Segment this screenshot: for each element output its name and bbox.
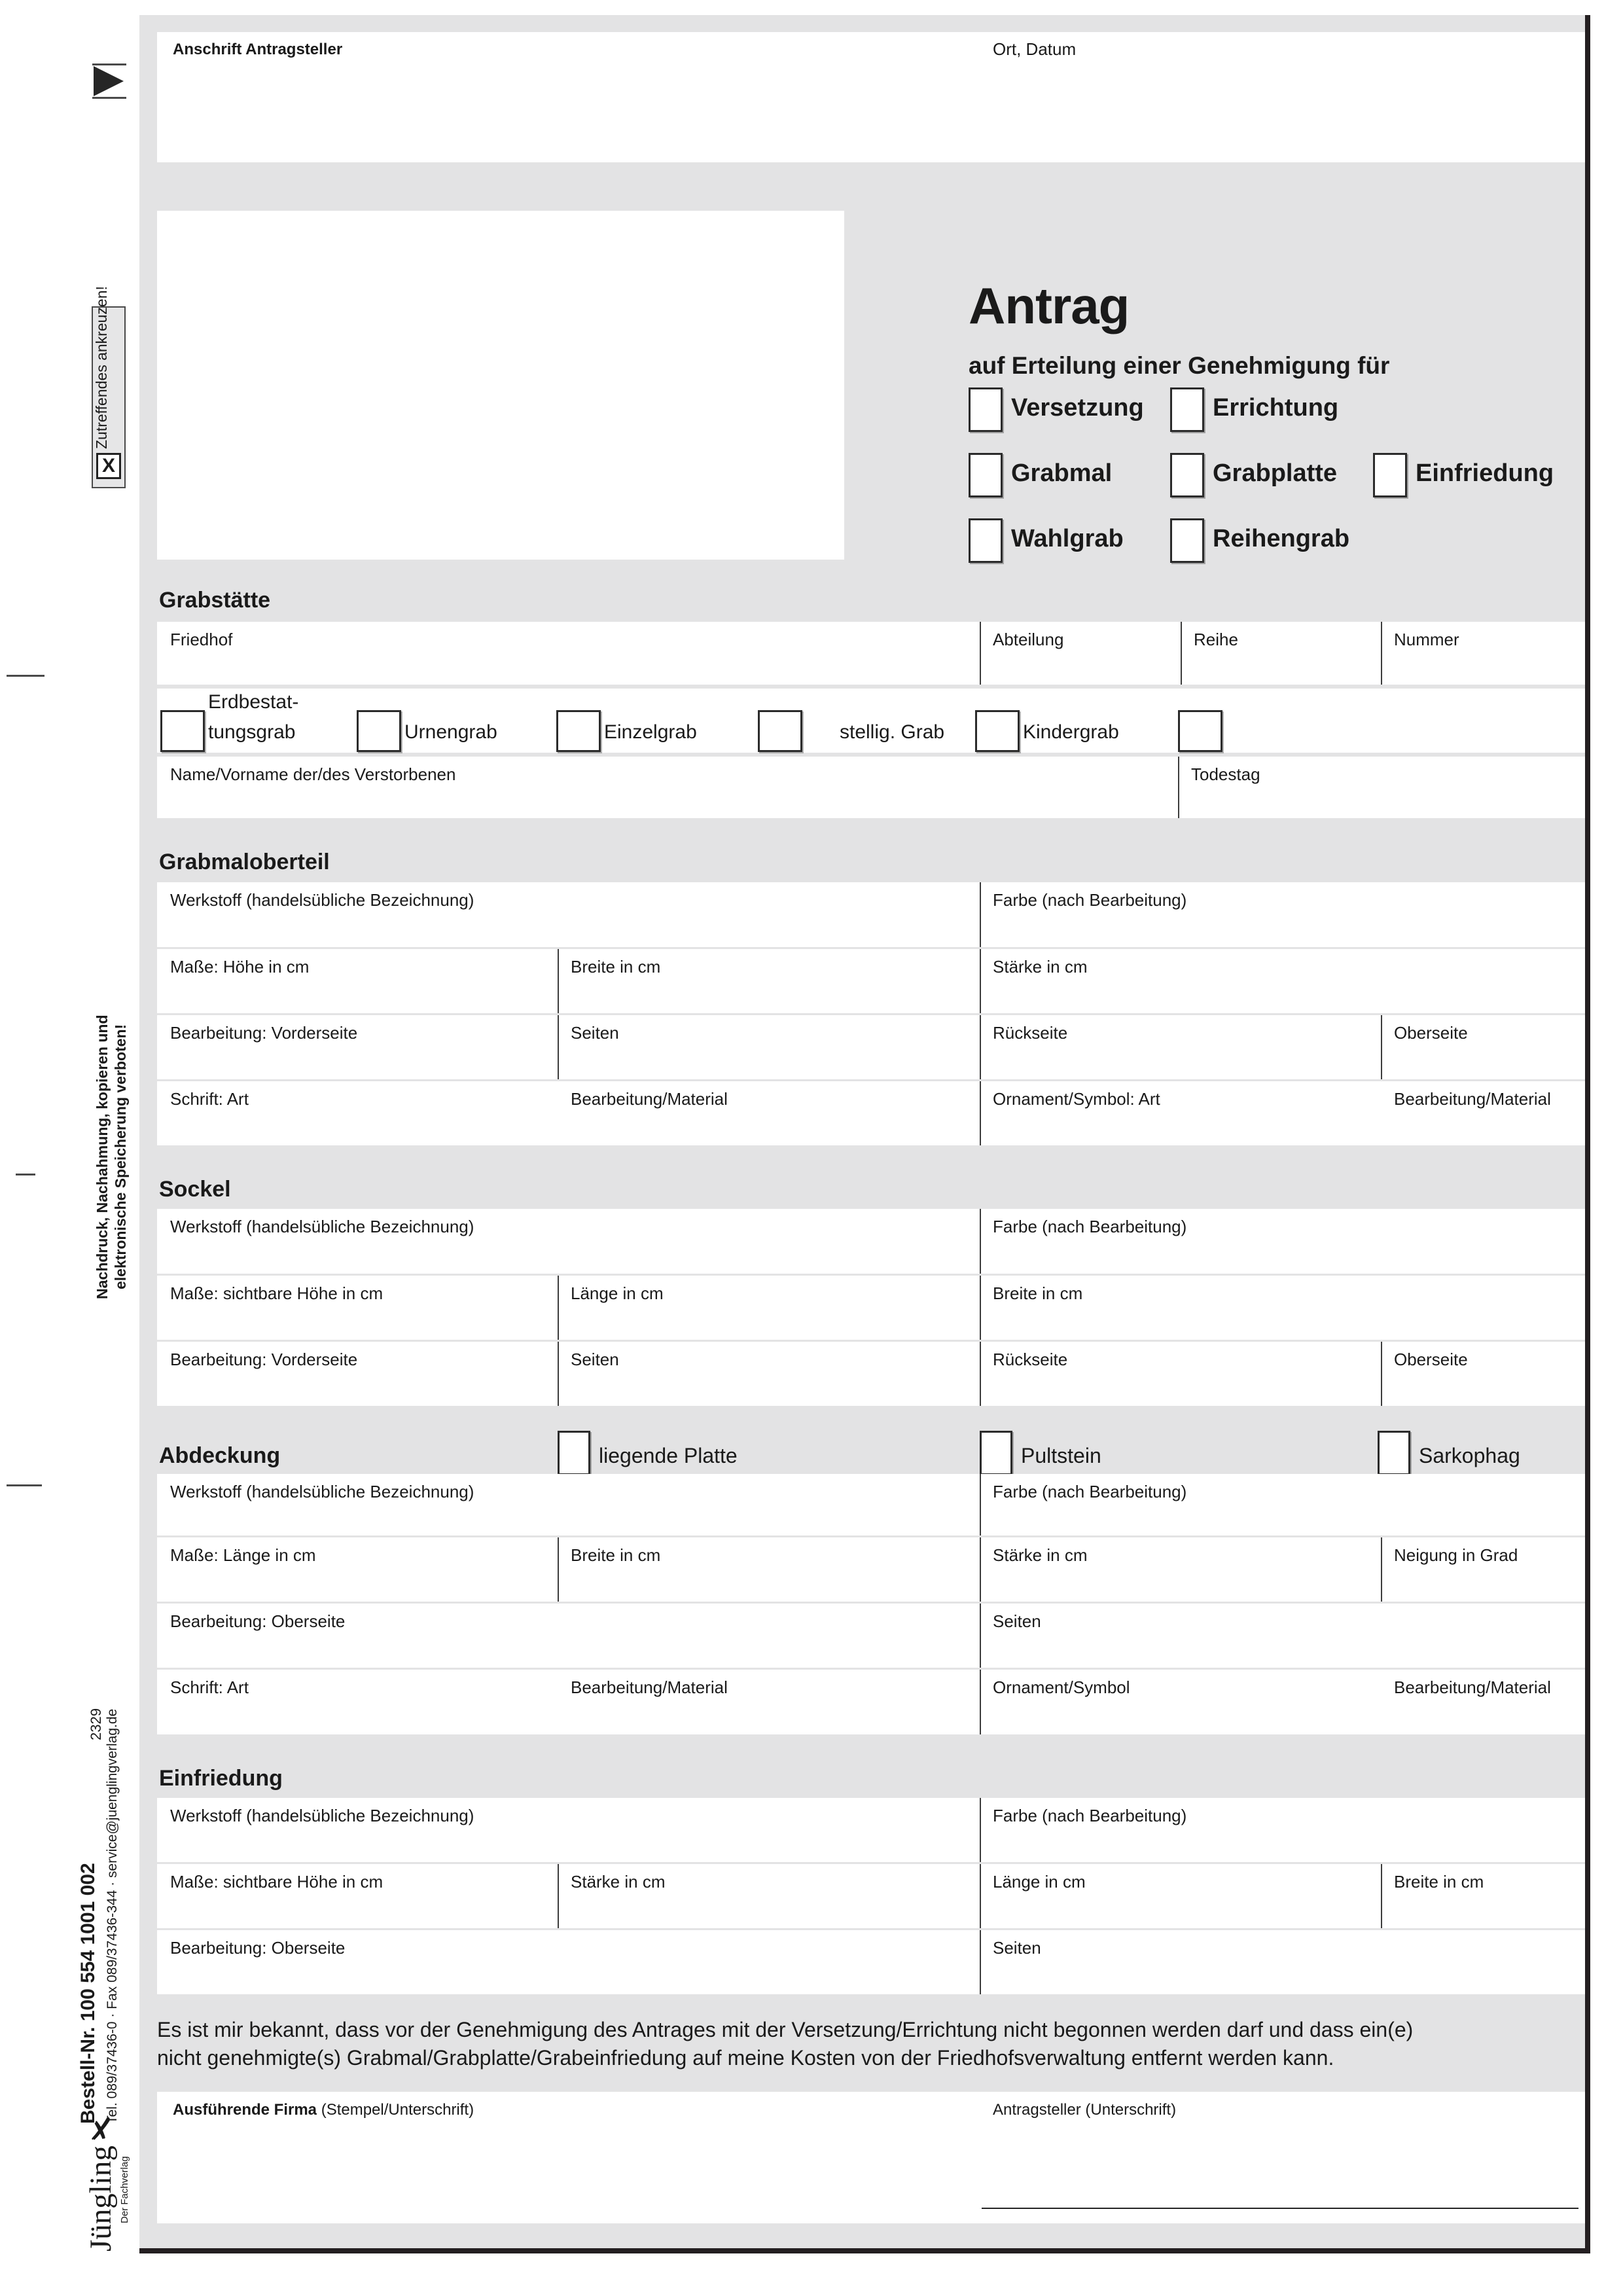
checkbox-grabmal[interactable] [969,453,1003,497]
label-masse-hoehe: Maße: Höhe in cm [170,957,310,977]
label-grabplatte: Grabplatte [1213,459,1338,487]
label-farbe: Farbe (nach Bearbeitung) [993,1217,1187,1236]
address-field[interactable] [157,32,1585,162]
divider [980,1537,981,1602]
label-rueckseite: Rückseite [993,1350,1068,1369]
label-einzelgrab: Einzelgrab [604,721,697,743]
divider [980,1209,981,1274]
heading-sockel: Sockel [159,1177,231,1202]
label-neigung: Neigung in Grad [1394,1545,1518,1565]
divider [558,1015,559,1079]
bottom-black-bar [139,2248,1590,2253]
label-bearbeitung-material-2: Bearbeitung/Material [1394,1089,1551,1109]
label-pultstein: Pultstein [1021,1444,1101,1467]
label-errichtung: Errichtung [1213,394,1339,422]
label-staerke: Stärke in cm [571,1872,666,1892]
divider [1181,622,1182,685]
label-erdbestattungsgrab-2: tungsgrab [208,721,296,743]
right-black-bar [1585,15,1590,2253]
divider [980,1930,981,1994]
label-versetzung: Versetzung [1011,394,1144,422]
center-mark [16,1174,35,1175]
label-werkstoff: Werkstoff (handelsübliche Bezeichnung) [170,1806,474,1825]
divider [558,949,559,1013]
declaration-text [157,2016,1413,2072]
label-seiten: Seiten [571,1350,619,1369]
form-number: 2329 [88,1708,104,1740]
mark-applicable-label: Zutreffendes ankreuzen! [93,286,110,449]
label-laenge: Länge in cm [993,1872,1086,1892]
sketch-field[interactable] [157,211,844,560]
checkbox-reihengrab[interactable] [1170,518,1204,563]
divider [1178,757,1179,818]
divider [980,882,981,947]
divider [980,1474,981,1535]
label-werkstoff: Werkstoff (handelsübliche Bezeichnung) [170,1482,474,1501]
checkbox-errichtung[interactable] [1170,387,1204,432]
checkbox-versetzung[interactable] [969,387,1003,432]
label-schrift-art: Schrift: Art [170,1677,249,1697]
divider [1381,1015,1382,1079]
publisher-logo-text: Jüngling [84,2145,118,2251]
divider [980,1604,981,1668]
label-todestag: Todestag [1191,764,1260,784]
publisher-contact: Tel. 089/37436-0 · Fax 089/37436-344 · service@juenglingverlag.de [105,1708,120,2124]
label-einfriedung: Einfriedung [1416,459,1554,487]
checkbox-erdbestattungsgrab[interactable] [160,710,205,752]
label-liegende-platte: liegende Platte [599,1444,738,1467]
checkbox-wahlgrab[interactable] [969,518,1003,563]
label-seiten: Seiten [993,1611,1041,1631]
abdeckung-row3[interactable] [157,1604,1585,1668]
fold-mark-2 [7,1484,42,1486]
label-oberseite: Oberseite [1394,1350,1468,1369]
address-label: Anschrift Antragsteller [173,41,343,58]
label-wahlgrab: Wahlgrab [1011,525,1124,552]
label-masse-hoehe: Maße: sichtbare Höhe in cm [170,1283,383,1303]
label-farbe: Farbe (nach Bearbeitung) [993,1482,1187,1501]
label-ausfuehrende-firma [173,2101,474,2119]
label-antragsteller: Antragsteller (Unterschrift) [993,2101,1177,2119]
heading-grabmaloberteil: Grabmaloberteil [159,850,330,874]
signature-line[interactable] [982,2208,1578,2209]
label-breite: Breite in cm [571,957,661,977]
label-firma-rest: (Stempel/Unterschrift) [317,2101,474,2119]
label-ornament-symbol-art: Ornament/Symbol: Art [993,1089,1160,1109]
order-number: Bestell-Nr. 100 554 1001 002 [77,1863,99,2124]
einfriedung-row3[interactable] [157,1930,1585,1994]
place-date-label: Ort, Datum [993,39,1077,59]
grabmaloberteil-row4[interactable] [157,1081,1585,1145]
label-seiten: Seiten [993,1938,1041,1958]
label-masse-laenge: Maße: Länge in cm [170,1545,316,1565]
copy-warning-line2: elektronische Speicherung verboten! [112,1024,129,1290]
divider [980,1015,981,1079]
sample-checkbox [96,453,121,479]
label-bearbeitung-oberseite: Bearbeitung: Oberseite [170,1938,346,1958]
copy-warning-line1: Nachdruck, Nachahmung, kopieren und [94,1014,111,1299]
label-reihengrab: Reihengrab [1213,525,1350,552]
divider [980,949,981,1013]
label-friedhof: Friedhof [170,630,233,649]
checkbox-grabplatte[interactable] [1170,453,1204,497]
divider [1381,1864,1382,1928]
label-reihe: Reihe [1194,630,1238,649]
fold-mark-1 [7,675,45,677]
label-schrift-art: Schrift: Art [170,1089,249,1109]
label-urnengrab: Urnengrab [404,721,497,743]
divider [1381,1342,1382,1406]
sockel-row3[interactable] [157,1342,1585,1406]
checkbox-liegende-platte[interactable] [558,1431,590,1475]
divider [558,1537,559,1602]
divider [980,1864,981,1928]
form-title: Antrag [969,277,1130,334]
divider [980,1081,981,1145]
label-bearbeitung-material: Bearbeitung/Material [571,1089,728,1109]
label-erdbestattungsgrab-1: Erdbestat- [208,691,299,713]
grabstaette-row1[interactable] [157,622,1585,685]
label-ornament-symbol: Ornament/Symbol [993,1677,1130,1697]
label-nummer: Nummer [1394,630,1459,649]
abdeckung-row4[interactable] [157,1670,1585,1734]
label-staerke: Stärke in cm [993,1545,1088,1565]
publisher-logo [82,2109,119,2251]
label-werkstoff: Werkstoff (handelsübliche Bezeichnung) [170,890,474,910]
divider [558,1342,559,1406]
declaration-line2: nicht genehmigte(s) Grabmal/Grabplatte/Grabeinfriedung auf meine Kosten von der Friedhofsverwaltung entfernt werden kann. [157,2046,1334,2070]
heading-grabstaette: Grabstätte [159,588,271,613]
checkbox-sarkophag[interactable] [1378,1431,1410,1475]
checkbox-urnengrab[interactable] [357,710,401,752]
checkbox-einfriedung[interactable] [1373,453,1407,497]
triangle-marker-icon [94,66,124,96]
label-bearbeitung-material-2: Bearbeitung/Material [1394,1677,1551,1697]
divider [980,622,981,685]
divider [1381,1537,1382,1602]
label-bearbeitung-material: Bearbeitung/Material [571,1677,728,1697]
checkbox-kindergrab[interactable] [975,710,1020,752]
label-breite: Breite in cm [993,1283,1083,1303]
label-masse-hoehe: Maße: sichtbare Höhe in cm [170,1872,383,1892]
label-bearbeitung-vorderseite: Bearbeitung: Vorderseite [170,1350,358,1369]
label-stellig-grab: stellig. Grab [840,721,945,743]
grabmaloberteil-row2[interactable] [157,949,1585,1013]
label-seiten: Seiten [571,1023,619,1043]
divider [980,1342,981,1406]
declaration-line1: Es ist mir bekannt, dass vor der Genehmigung des Antrages mit der Versetzung/Errichtung nicht begonnen werden darf und dass ein(e) [157,2018,1414,2041]
label-breite: Breite in cm [571,1545,661,1565]
divider [558,1864,559,1928]
label-laenge: Länge in cm [571,1283,664,1303]
label-bearbeitung-oberseite: Bearbeitung: Oberseite [170,1611,346,1631]
triangle-marker-bottom-rule [92,97,126,99]
divider [980,1798,981,1862]
label-bearbeitung-vorderseite: Bearbeitung: Vorderseite [170,1023,358,1043]
grabmaloberteil-row3[interactable] [157,1015,1585,1079]
stellig-count-field[interactable] [758,710,802,752]
heading-abdeckung: Abdeckung [159,1443,281,1468]
label-kindergrab: Kindergrab [1023,721,1119,743]
triangle-marker-top-rule [92,63,126,65]
publisher-subtitle: Der Fachverlag [119,2156,130,2223]
label-farbe: Farbe (nach Bearbeitung) [993,890,1187,910]
label-farbe: Farbe (nach Bearbeitung) [993,1806,1187,1825]
checkbox-unlabeled[interactable] [1178,710,1222,752]
divider [980,1670,981,1734]
divider [980,1276,981,1340]
label-sarkophag: Sarkophag [1419,1444,1520,1467]
abdeckung-row2[interactable] [157,1537,1585,1602]
sample-checkbox-x: X [101,455,115,476]
label-firma-bold: Ausführende Firma [173,2101,317,2119]
publisher-logo-x-icon: ✗ [82,2109,118,2146]
label-name-vorname: Name/Vorname der/des Verstorbenen [170,764,456,784]
label-oberseite: Oberseite [1394,1023,1468,1043]
label-staerke: Stärke in cm [993,957,1088,977]
divider [558,1276,559,1340]
divider [1381,622,1382,685]
checkbox-einzelgrab[interactable] [556,710,601,752]
label-abteilung: Abteilung [993,630,1064,649]
label-grabmal: Grabmal [1011,459,1113,487]
label-breite: Breite in cm [1394,1872,1484,1892]
label-rueckseite: Rückseite [993,1023,1068,1043]
form-subtitle: auf Erteilung einer Genehmigung für [969,352,1390,379]
checkbox-pultstein[interactable] [980,1431,1012,1475]
heading-einfriedung: Einfriedung [159,1766,283,1791]
label-werkstoff: Werkstoff (handelsübliche Bezeichnung) [170,1217,474,1236]
